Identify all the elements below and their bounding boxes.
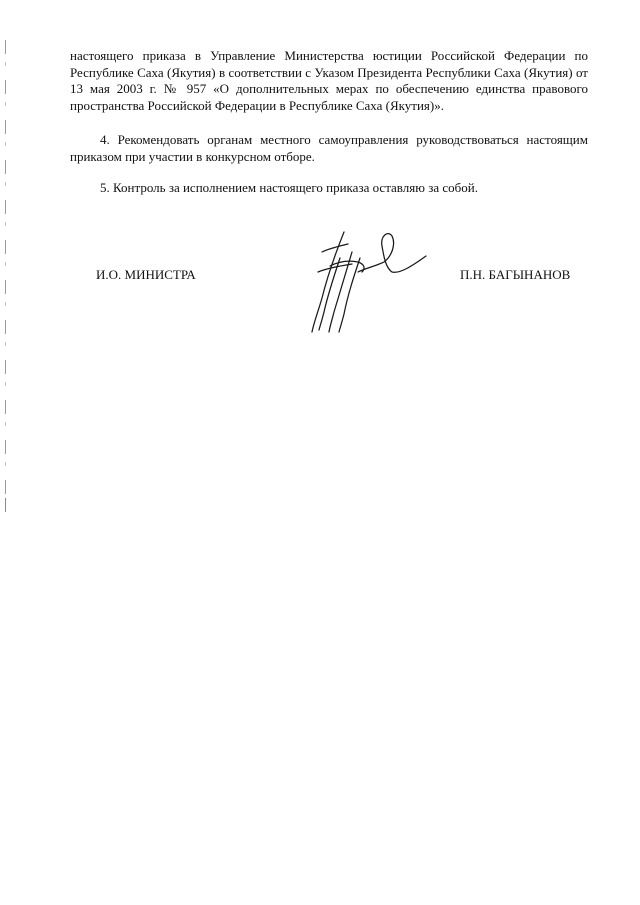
signer-position-title: И.О. МИНИСТРА bbox=[96, 267, 196, 282]
scan-edge-artifact bbox=[5, 40, 6, 520]
paragraph-5: 5. Контроль за исполнением настоящего приказа оставляю за собой. bbox=[100, 180, 478, 195]
handwritten-signature bbox=[300, 222, 440, 342]
scan-edge-artifact-lower bbox=[5, 498, 6, 512]
paragraph-4: 4. Рекомендовать органам местного самоуправления руководствоваться настоящим приказом при участии в конкурсном отборе. bbox=[70, 132, 588, 164]
paragraph-continuation: настоящего приказа в Управление Министерства юстиции Российской Федерации по Республике Саха (Якутия) в соответствии с Указом Президента Республики Саха (Якутия) от 13 мая 2003 г. № 957 «О дополнительных мерах по обеспечению единства правового пространства Российской Федерации в Республике Саха (Якутия)». bbox=[70, 48, 588, 113]
signer-name: П.Н. БАГЫНАНОВ bbox=[460, 267, 571, 282]
